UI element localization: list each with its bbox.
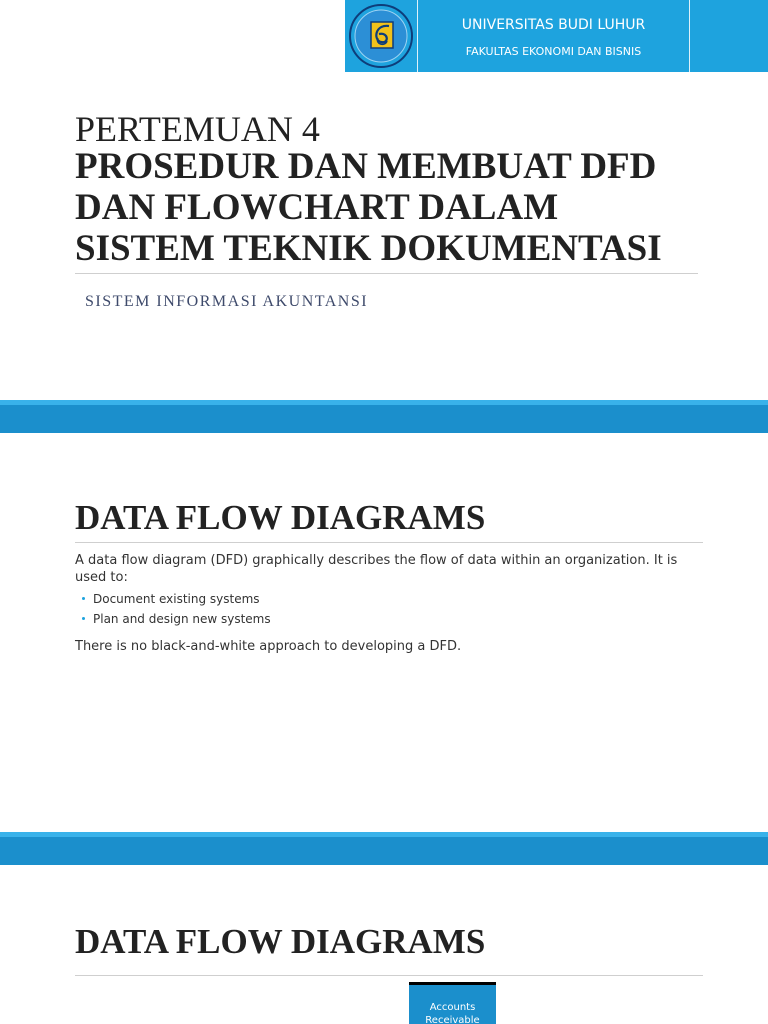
header-divider bbox=[689, 0, 690, 72]
dfd-diagram-slide bbox=[0, 865, 768, 1024]
note-paragraph: There is no black-and-white approach to developing a DFD. bbox=[75, 639, 462, 654]
heading-divider bbox=[75, 975, 703, 976]
box-label-line: Accounts bbox=[429, 1002, 476, 1013]
bullet-dot-icon bbox=[82, 597, 85, 600]
title-line: DAN FLOWCHART DALAM bbox=[75, 187, 559, 228]
slide-separator-band bbox=[0, 832, 768, 865]
list-item bbox=[80, 609, 271, 629]
meeting-title: PERTEMUAN 4 bbox=[75, 109, 320, 149]
header-divider bbox=[417, 0, 418, 72]
university-name: UNIVERSITAS BUDI LUHUR bbox=[461, 17, 646, 33]
title-line: SISTEM TEKNIK DOKUMENTASI bbox=[75, 228, 662, 269]
title-line: PROSEDUR DAN MEMBUAT DFD bbox=[75, 146, 657, 187]
list-item bbox=[80, 589, 271, 609]
faculty-name: FAKULTAS EKONOMI DAN BISNIS bbox=[465, 45, 642, 58]
bullet-list bbox=[80, 589, 271, 629]
title-divider bbox=[75, 273, 698, 274]
dfd-intro-slide bbox=[0, 433, 768, 832]
intro-paragraph: A data flow diagram (DFD) graphically describes the flow of data within an organization. It is used to: bbox=[75, 553, 678, 585]
title-slide bbox=[0, 0, 768, 400]
slide-separator-band bbox=[0, 400, 768, 433]
course-subtitle: SISTEM INFORMASI AKUNTANSI bbox=[85, 293, 369, 310]
list-item-label: Plan and design new systems bbox=[93, 612, 271, 626]
slide-heading: DATA FLOW DIAGRAMS bbox=[75, 922, 486, 961]
box-label-line: Receivable bbox=[425, 1015, 480, 1024]
heading-divider bbox=[75, 542, 703, 543]
university-header bbox=[345, 0, 768, 72]
slide-heading: DATA FLOW DIAGRAMS bbox=[75, 498, 486, 537]
list-item-label: Document existing systems bbox=[93, 592, 260, 606]
bullet-dot-icon bbox=[82, 617, 85, 620]
accounts-receivable-box bbox=[409, 982, 496, 1024]
university-logo-icon bbox=[345, 0, 417, 72]
slide-main-title bbox=[75, 146, 715, 269]
